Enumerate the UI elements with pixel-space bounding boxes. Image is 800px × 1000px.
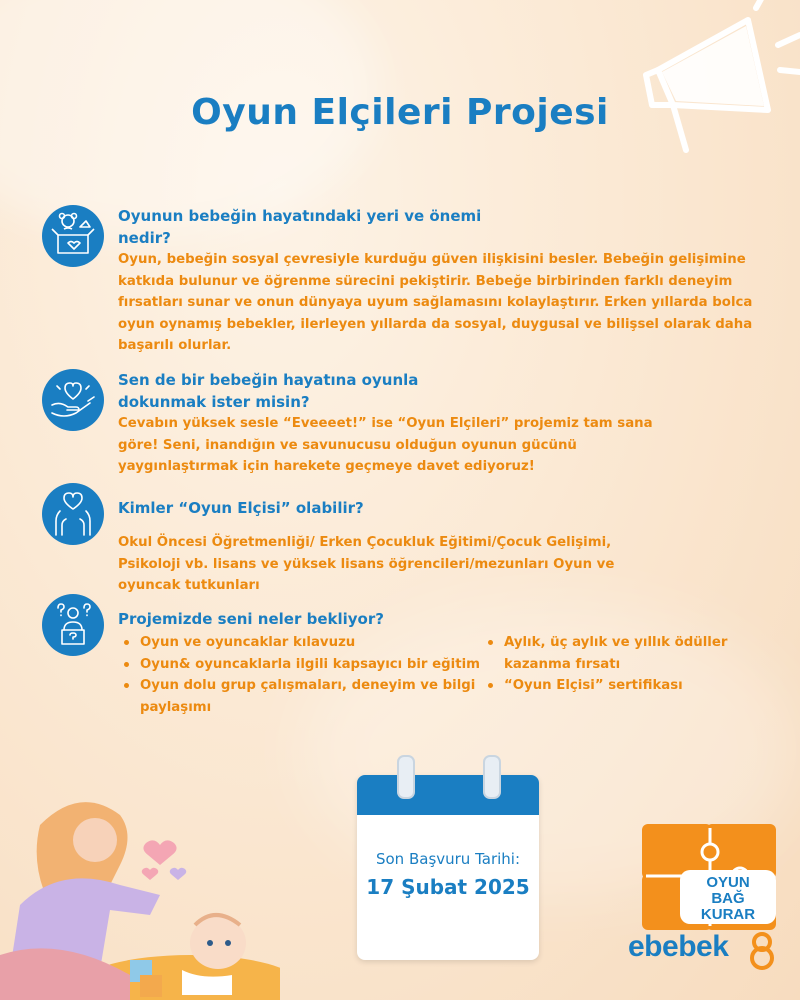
section-question: Sen de bir bebeğin hayatına oyunla bbox=[118, 371, 419, 389]
section-answer: göre! Seni, inandığın ve savunucusu olduğun oyunun gücünü bbox=[118, 437, 577, 453]
calendar-ring bbox=[483, 755, 501, 799]
logo-line: BAĞ bbox=[711, 890, 745, 907]
section-question: Kimler “Oyun Elçisi” olabilir? bbox=[118, 499, 364, 517]
ebebek-pacifier-icon bbox=[745, 930, 779, 970]
calendar-ring bbox=[397, 755, 415, 799]
oyun-bag-kurar-logo bbox=[640, 822, 780, 932]
list-item: Oyun dolu grup çalışmaları, deneyim ve bilgi paylaşımı bbox=[118, 675, 488, 718]
list-item: Aylık, üç aylık ve yıllık ödüller kazanma fırsatı bbox=[482, 632, 762, 675]
mother-baby-illustration bbox=[0, 785, 280, 1000]
section-answer: fırsatları sunar ve onun dünyaya uyum sağlamasını kolaylaştırır. Erken yıllarda bolca bbox=[118, 295, 753, 311]
teddy-bear-toybox-icon bbox=[42, 205, 104, 267]
deadline-label: Son Başvuru Tarihi: bbox=[375, 850, 521, 868]
megaphone-icon bbox=[628, 0, 800, 160]
hands-heart-icon bbox=[42, 369, 104, 431]
section-question: Projemizde seni neler bekliyor? bbox=[118, 610, 384, 628]
logo-line: KURAR bbox=[700, 906, 756, 923]
raised-hands-heart-icon bbox=[42, 483, 104, 545]
calendar-header bbox=[357, 775, 539, 815]
bullet-list-left bbox=[118, 632, 488, 718]
section-question: Oyunun bebeğin hayatındaki yeri ve önemi bbox=[118, 207, 482, 225]
section-answer: Psikoloji vb. lisans ve yüksek lisans öğrencileri/mezunları Oyun ve bbox=[118, 556, 615, 572]
section-answer: Okul Öncesi Öğretmenliği/ Erken Çocukluk Eğitimi/Çocuk Gelişimi, bbox=[118, 535, 612, 550]
page-title: Oyun Elçileri Projesi bbox=[191, 92, 609, 133]
bullet-list-right bbox=[482, 632, 762, 697]
deadline-date: 17 Şubat 2025 bbox=[366, 875, 530, 899]
section-answer: oyun oynamış bebekler, ilerleyen yıllarda da sosyal, duygusal ve bilişsel olarak daha bbox=[118, 316, 753, 332]
section-answer: Cevabın yüksek sesle “Eveeeet!” ise “Oyun Elçileri” projemiz tam sana bbox=[118, 416, 653, 431]
section-answer: başarılı olurlar. bbox=[118, 338, 232, 354]
list-item: Oyun ve oyuncaklar kılavuzu bbox=[118, 632, 488, 654]
section-answer: yaygınlaştırmak için harekete geçmeye davet ediyoruz! bbox=[118, 459, 535, 475]
section-question: dokunmak ister misin? bbox=[118, 393, 310, 411]
section-answer: oyuncak tutkunları bbox=[118, 578, 260, 594]
person-question-icon bbox=[42, 594, 104, 656]
list-item: “Oyun Elçisi” sertifikası bbox=[482, 675, 762, 697]
section-answer: Oyun, bebeğin sosyal çevresiyle kurduğu güven ilişkisini besler. Bebeğin gelişimine bbox=[118, 252, 746, 267]
logo-line: OYUN bbox=[706, 874, 750, 891]
list-item: Oyun& oyuncaklarla ilgili kapsayıcı bir eğitim bbox=[118, 654, 488, 676]
section-question: nedir? bbox=[118, 229, 171, 247]
deadline-calendar bbox=[357, 775, 539, 960]
section-answer: katkıda bulunur ve öğrenme sürecini pekiştirir. Bebeğe birbirinden farklı deneyim bbox=[118, 273, 733, 289]
ebebek-brand-logo: ebebek bbox=[628, 930, 729, 963]
